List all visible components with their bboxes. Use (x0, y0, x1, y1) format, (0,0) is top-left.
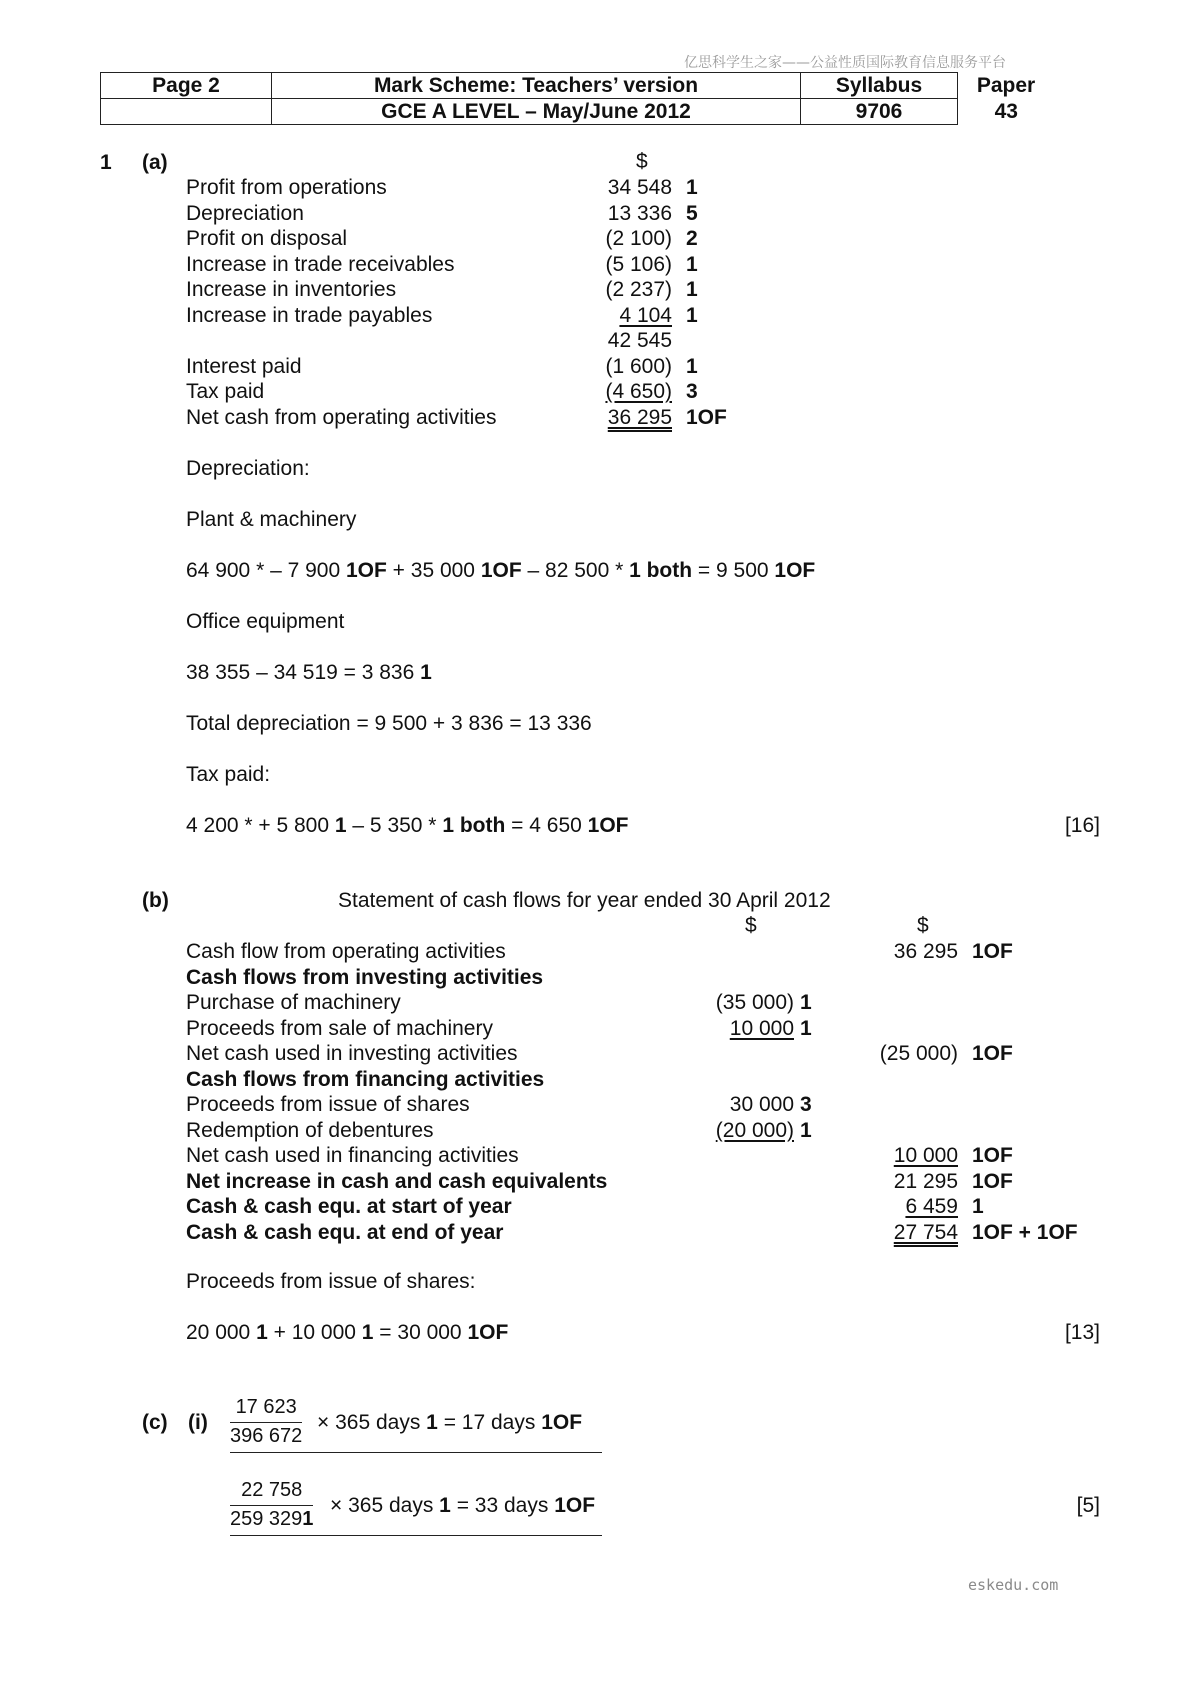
part-b-marks: [13] (1064, 1321, 1100, 1344)
part-b-row-value-col1: (35 000) (715, 991, 794, 1014)
part-b-row-label: Net cash used in investing activities (186, 1042, 518, 1065)
part-b-row-value-col2: 21 295 (893, 1169, 958, 1193)
part-b-currency-col2: $ (917, 914, 929, 937)
part-a-row-mark: 3 (686, 380, 698, 403)
part-b-row-value-col2: (25 000) (879, 1042, 958, 1065)
part-a-row-mark: 1 (686, 252, 698, 276)
part-a-marks: [16] (1064, 814, 1100, 837)
part-a-row-label: Profit from operations (186, 176, 387, 199)
part-a-row-value: (5 106) (605, 252, 672, 276)
part-a-row-mark: 1 (686, 303, 698, 327)
part-b-row-mark-col1: 1 (800, 1118, 812, 1142)
part-a-label: (a) (142, 151, 168, 174)
calculation-1: × 365 days 1 = 17 days 1OF (317, 1411, 583, 1434)
part-b-row-mark-col1: 3 (800, 1093, 812, 1116)
depreciation-heading: Depreciation: (186, 457, 310, 480)
part-b-row-value-col2: 10 000 (893, 1144, 958, 1167)
part-b-row-label: Cash flows from financing activities (186, 1067, 545, 1091)
part-a-row-label: Increase in inventories (186, 278, 397, 301)
question-number: 1 (100, 151, 112, 174)
part-b-label: (b) (142, 889, 169, 912)
part-a-row-mark: 1 (686, 278, 698, 301)
tax-calculation: 4 200 * + 5 800 1 – 5 350 * 1 both = 4 650 1OF (186, 814, 629, 837)
fraction-2-denominator: 259 3291 (230, 1508, 314, 1530)
part-a-row-value: (4 650) (605, 380, 672, 403)
plant-heading: Plant & machinery (186, 508, 357, 531)
part-b-row-label: Proceeds from issue of shares (186, 1093, 470, 1116)
part-b-title: Statement of cash flows for year ended 30 April 2012 (338, 889, 831, 912)
part-b-row-mark-col2: 1OF + 1OF (972, 1220, 1078, 1244)
calculation-2: × 365 days 1 = 33 days 1OF (330, 1494, 596, 1517)
footer-site: eskedu.com (968, 1576, 1059, 1594)
fraction-1 (230, 1394, 302, 1449)
plant-calculation: 64 900 * – 7 900 1OF + 35 000 1OF – 82 500 * 1 both = 9 500 1OF (186, 559, 816, 582)
part-a-row-mark: 2 (686, 227, 698, 250)
part-a-row-label: Profit on disposal (186, 227, 348, 250)
part-a-row-label: Increase in trade payables (186, 303, 433, 327)
part-b-row-value-col2: 36 295 (893, 940, 958, 963)
part-a-row-mark: 1OF (686, 405, 727, 429)
part-b-row-label: Net increase in cash and cash equivalents (186, 1169, 608, 1193)
part-b-row-label: Cash & cash equ. at start of year (186, 1195, 512, 1218)
part-a-row-label: Interest paid (186, 354, 302, 378)
part-c-sub-label: (i) (188, 1411, 208, 1434)
part-c-label: (c) (142, 1411, 168, 1434)
part-b-row-label: Cash flow from operating activities (186, 940, 506, 963)
fraction-1-denominator: 396 672 (230, 1425, 303, 1447)
part-a-row-value: (1 600) (605, 354, 672, 378)
part-b-row-value-col1: 10 000 (729, 1016, 794, 1040)
part-c-marks: [5] (1076, 1494, 1100, 1517)
part-b-row-value-col1: (20 000) (715, 1118, 794, 1142)
watermark-text: 亿思科学生之家——公益性质国际教育信息服务平台 (684, 55, 1006, 71)
part-a-row-mark: 1 (686, 176, 698, 199)
part-a-currency: $ (636, 150, 648, 173)
part-a-row-label: Tax paid (186, 380, 265, 403)
fraction-2 (230, 1477, 313, 1532)
part-b-currency-col1: $ (745, 914, 757, 937)
header-subtitle: GCE A LEVEL – May/June 2012 (272, 99, 801, 125)
part-b-row-label: Net cash used in financing activities (186, 1144, 519, 1167)
part-b-row-label: Proceeds from sale of machinery (186, 1016, 493, 1040)
part-b-row-label: Cash flows from investing activities (186, 965, 544, 989)
part-a-row-value: (2 100) (605, 227, 672, 250)
header-title: Mark Scheme: Teachers’ version (272, 73, 801, 99)
part-b-row-mark-col2: 1OF (972, 1169, 1013, 1193)
part-a-row-value: 34 548 (607, 176, 672, 199)
office-heading: Office equipment (186, 610, 345, 633)
proceeds-calculation: 20 000 1 + 10 000 1 = 30 000 1OF (186, 1321, 509, 1344)
part-b-row-mark-col2: 1OF (972, 1042, 1013, 1065)
part-a-row-value: 36 295 (607, 405, 672, 429)
part-b-row-value-col2: 6 459 (905, 1195, 958, 1218)
header-paper-label: Paper (976, 73, 1036, 97)
header-syllabus-value: 9706 (801, 99, 958, 125)
header-syllabus-label: Syllabus (801, 73, 958, 99)
header-paper-value: 43 (994, 99, 1018, 123)
part-b-row-label: Cash & cash equ. at end of year (186, 1220, 504, 1244)
header-table (100, 72, 1055, 125)
part-a-row-label: Increase in trade receivables (186, 252, 455, 276)
tax-heading: Tax paid: (186, 763, 271, 786)
calculation-2-rule (230, 1535, 602, 1536)
header-page: Page 2 (101, 73, 272, 99)
proceeds-heading: Proceeds from issue of shares: (186, 1270, 476, 1293)
part-b-row-value-col1: 30 000 (729, 1093, 794, 1116)
fraction-2-numerator: 22 758 (230, 1477, 313, 1506)
office-calculation: 38 355 – 34 519 = 3 836 1 (186, 661, 432, 684)
part-a-row-mark: 5 (686, 201, 698, 225)
part-a-row-value: 42 545 (607, 329, 672, 352)
part-a-row-mark: 1 (686, 354, 698, 378)
part-a-row-value: 13 336 (607, 201, 672, 225)
part-b-row-mark-col1: 1 (800, 991, 812, 1014)
part-b-row-mark-col2: 1OF (972, 940, 1013, 963)
part-b-row-mark-col2: 1 (972, 1195, 984, 1218)
part-a-row-label: Depreciation (186, 201, 304, 225)
part-b-row-label: Redemption of debentures (186, 1118, 434, 1142)
header-empty-cell (101, 99, 272, 125)
part-b-row-value-col2: 27 754 (893, 1220, 958, 1244)
part-a-row-value: (2 237) (605, 278, 672, 301)
part-b-row-mark-col1: 1 (800, 1016, 812, 1040)
part-a-row-value: 4 104 (619, 303, 672, 327)
part-b-row-label: Purchase of machinery (186, 991, 401, 1014)
part-a-row-label: Net cash from operating activities (186, 405, 497, 429)
fraction-1-numerator: 17 623 (230, 1394, 302, 1423)
calculation-1-rule (230, 1452, 602, 1453)
total-depreciation: Total depreciation = 9 500 + 3 836 = 13 336 (186, 712, 592, 735)
part-b-row-mark-col2: 1OF (972, 1144, 1013, 1167)
